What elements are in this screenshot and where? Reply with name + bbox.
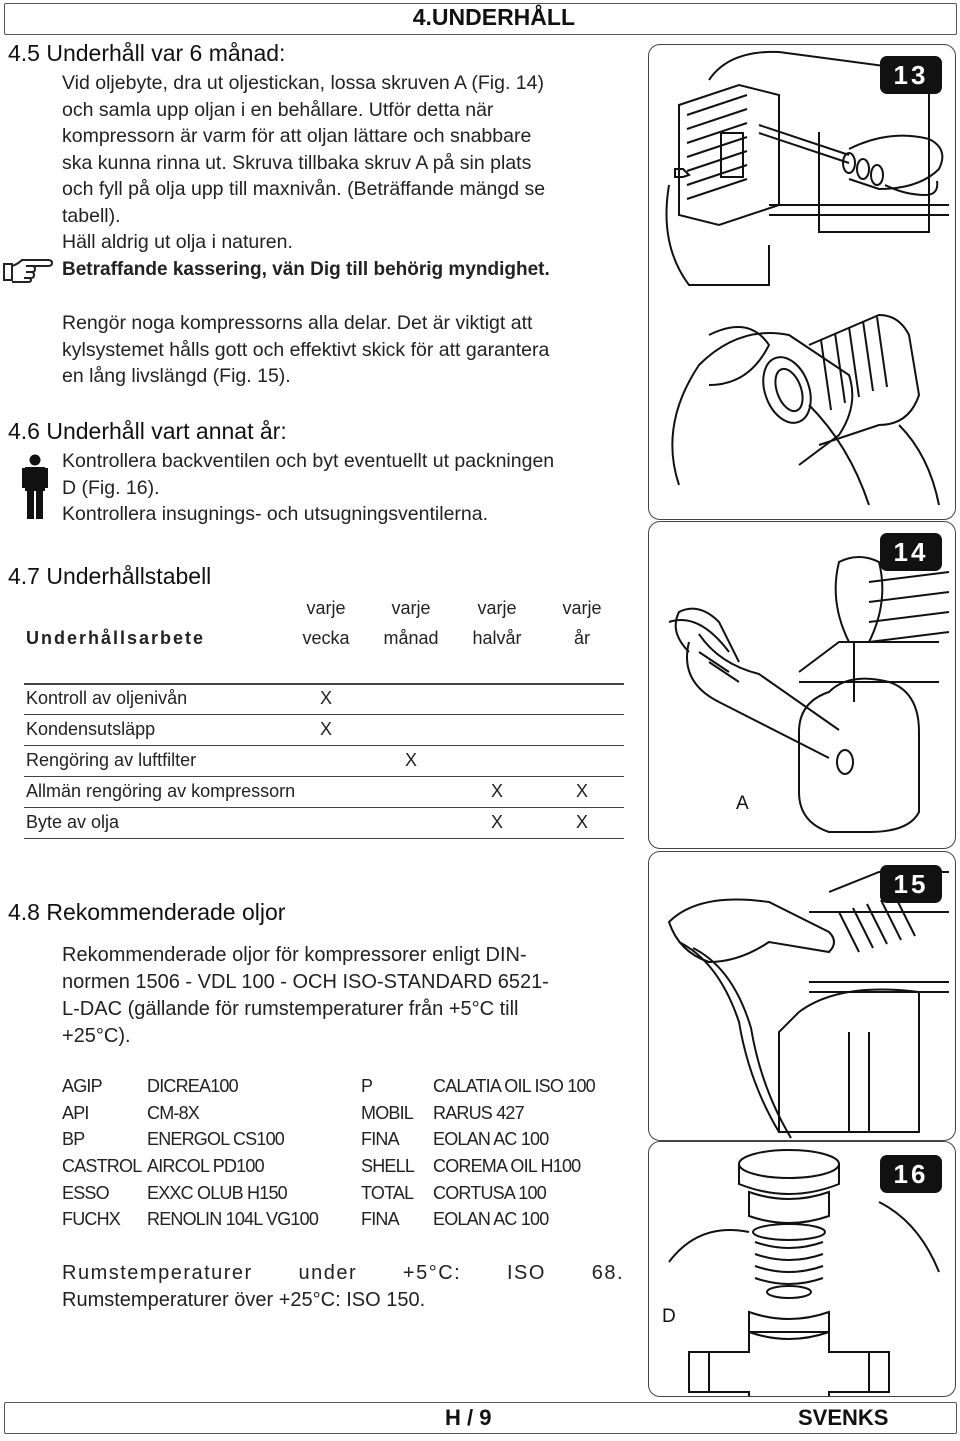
table-cell-task: Rengöring av luftfilter	[26, 750, 197, 770]
table-row	[24, 715, 624, 746]
pointing-hand-icon	[2, 254, 54, 286]
oil-brand: API	[62, 1102, 89, 1123]
table-cell-mark: X	[575, 781, 588, 801]
figure-number-15: 15	[880, 865, 942, 903]
table-row	[24, 777, 624, 808]
text-line: L-DAC (gällande för rumstemperaturer från +5°C till	[62, 998, 519, 1020]
section-heading-4-7: 4.7 Underhållstabell	[8, 563, 212, 589]
oil-list	[62, 1076, 632, 1236]
table-header-bottom: halvår	[472, 628, 522, 648]
text-line: en lång livslängd (Fig. 15).	[62, 365, 291, 387]
chapter-title: 4.UNDERHÅLL	[412, 4, 575, 30]
table-cell-mark: X	[490, 781, 503, 801]
text-line: Rumstemperaturer under +5°C: ISO 68.	[62, 1262, 624, 1284]
table-header-bottom: månad	[383, 628, 439, 648]
table-cell-mark: X	[575, 812, 588, 832]
oil-product: CALATIA OIL ISO 100	[433, 1076, 595, 1096]
table-cell-task: Kontroll av oljenivån	[26, 688, 188, 708]
text-line: Vid oljebyte, dra ut oljestickan, lossa skruven A (Fig. 14)	[62, 72, 544, 94]
oil-product: CM-8X	[147, 1102, 200, 1123]
table-header-top: varje	[391, 598, 431, 618]
figure-16-callout: D	[662, 1306, 676, 1327]
table-cell-mark: X	[319, 719, 332, 739]
section-4-5-text	[62, 70, 625, 256]
oil-row	[62, 1103, 632, 1130]
oil-product: CORTUSA 100	[433, 1182, 546, 1203]
oil-row	[62, 1183, 632, 1210]
text-line: kompressorn är varm för att oljan lättare och snabbare	[62, 125, 532, 147]
text-line: +25°C).	[62, 1025, 131, 1047]
table-cell-mark: X	[319, 688, 332, 708]
table-header-bottom: vecka	[302, 628, 350, 648]
oil-brand: MOBIL	[361, 1102, 414, 1123]
table-row	[24, 808, 624, 839]
oil-brand: ESSO	[62, 1182, 109, 1203]
oil-brand: FINA	[361, 1209, 399, 1230]
text-line: Rengör noga kompressorns alla delar. Det är viktigt att	[62, 312, 533, 334]
table-header-top: varje	[562, 598, 602, 618]
table-header-top: varje	[306, 598, 346, 618]
section-4-8-text	[62, 942, 624, 1050]
oil-product: RENOLIN 104L VG100	[147, 1209, 319, 1230]
oil-row	[62, 1129, 632, 1156]
figure-number-16: 16	[880, 1155, 942, 1193]
text-line: Häll aldrig ut olja i naturen.	[62, 231, 293, 253]
table-header-bottom: år	[573, 628, 590, 648]
maintenance-table	[24, 684, 624, 839]
figure-14-callout: A	[736, 793, 749, 814]
compressor-oil-dipstick-illustration	[649, 45, 955, 519]
cleaning-text	[62, 310, 625, 390]
section-heading-4-6: 4.6 Underhåll vart annat år:	[8, 418, 287, 444]
table-cell-mark: X	[490, 812, 503, 832]
oil-row	[62, 1156, 632, 1183]
text-line: ska kunna rinna ut. Skruva tillbaka skruv A på sin plats	[62, 151, 532, 174]
text-line: och fyll på olja upp till maxnivån. (Beträffande mängd se	[62, 178, 546, 200]
disposal-note: Betraffande kassering, vän Dig till behörig myndighet.	[62, 259, 550, 280]
oil-product: EXXC OLUB H150	[147, 1182, 287, 1203]
text-line: och samla upp oljan i en behållare. Utför detta när	[62, 98, 494, 121]
oil-brand: TOTAL	[361, 1182, 414, 1203]
language-label: SVENKS	[798, 1405, 889, 1430]
figure-number-14: 14	[880, 533, 942, 571]
table-header-top: varje	[477, 598, 517, 618]
section-heading-4-5: 4.5 Underhåll var 6 månad:	[8, 40, 286, 66]
oil-product: EOLAN AC 100	[433, 1129, 549, 1150]
figure-13	[648, 44, 956, 520]
text-line: Rumstemperaturer över +25°C: ISO 150.	[62, 1289, 426, 1311]
temperature-notes	[62, 1260, 624, 1314]
oil-product: EOLAN AC 100	[433, 1209, 549, 1230]
oil-product: DICREA100	[147, 1076, 238, 1096]
table-cell-mark: X	[404, 750, 417, 770]
oil-brand: FINA	[361, 1129, 399, 1150]
oil-product: RARUS 427	[433, 1102, 524, 1123]
table-cell-task: Kondensutsläpp	[26, 719, 156, 739]
text-line: Kontrollera backventilen och byt eventuellt ut packningen	[62, 450, 555, 472]
text-line: Kontrollera insugnings- och utsugningsventilerna.	[62, 503, 489, 525]
table-row	[24, 684, 624, 715]
text-line: tabell).	[62, 204, 121, 227]
table-column-label: Underhållsarbete	[26, 628, 206, 648]
figure-number-13: 13	[880, 56, 942, 94]
oil-brand: AGIP	[62, 1076, 102, 1096]
oil-product: AIRCOL PD100	[147, 1156, 264, 1177]
oil-brand: CASTROL	[62, 1156, 142, 1177]
text-line: kylsystemet hålls gott och effektivt skick för att garantera	[62, 338, 550, 361]
section-4-6-text	[62, 448, 625, 528]
oil-row	[62, 1076, 632, 1103]
oil-row	[62, 1209, 632, 1236]
oil-product: COREMA OIL H100	[433, 1156, 581, 1177]
oil-product: ENERGOL CS100	[147, 1129, 284, 1150]
text-line: normen 1506 - VDL 100 - OCH ISO-STANDARD 6521-	[62, 971, 549, 993]
section-heading-4-8: 4.8 Rekommenderade oljor	[8, 899, 286, 925]
oil-brand: FUCHX	[62, 1209, 120, 1230]
table-row	[24, 746, 624, 777]
table-cell-task: Allmän rengöring av kompressorn	[26, 781, 296, 801]
table-cell-task: Byte av olja	[26, 812, 120, 832]
text-line: Rekommenderade oljor för kompressorer enligt DIN-	[62, 944, 527, 966]
oil-brand: SHELL	[361, 1156, 415, 1177]
oil-brand: P	[361, 1076, 373, 1096]
technician-icon	[22, 454, 48, 520]
text-line: D (Fig. 16).	[62, 476, 160, 499]
page-number: H / 9	[445, 1405, 492, 1430]
oil-brand: BP	[62, 1129, 85, 1150]
